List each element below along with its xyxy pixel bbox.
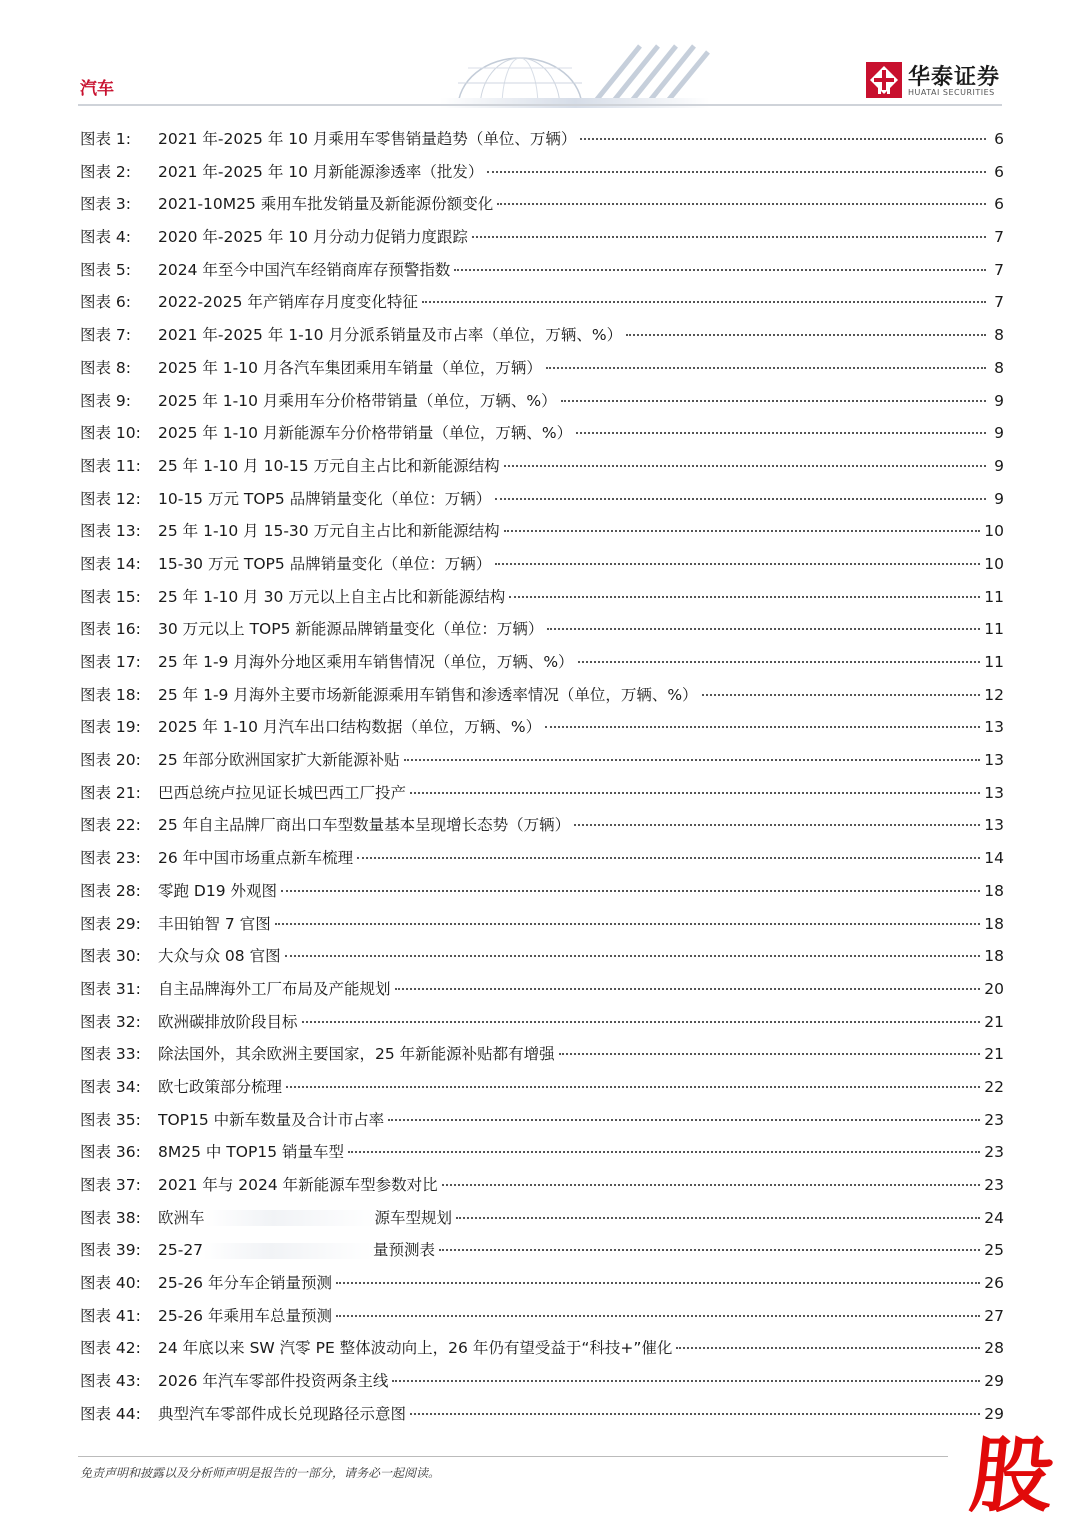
toc-leader-dots [495, 562, 980, 565]
toc-page-number: 26 [984, 1274, 1004, 1293]
toc-page-number: 7 [994, 228, 1004, 247]
toc-entry[interactable] [80, 813, 1004, 846]
toc-figure-title: 10-15 万元 TOP5 品牌销量变化（单位：万辆） [158, 489, 492, 508]
logo-chinese-name: 华泰证券 [908, 65, 1001, 90]
toc-entry[interactable] [80, 192, 1004, 225]
toc-figure-title: 2021 年与 2024 年新能源车型参数对比 [158, 1176, 438, 1194]
toc-leader-dots [454, 268, 986, 271]
toc-leader-dots [336, 1281, 980, 1284]
toc-figure-title: 除法国外，其余欧洲主要国家，25 年新能源补贴都有增强 [158, 1045, 555, 1064]
toc-figure-label: 图表 18: [80, 685, 141, 704]
toc-figure-title-tail: 量预测表 [373, 1241, 436, 1260]
toc-figure-title: 30 万元以上 TOP5 新能源品牌销量变化（单位：万辆） [158, 620, 544, 639]
toc-figure-label: 图表 42: [80, 1339, 141, 1358]
toc-figure-title-head: 25-27 [158, 1241, 204, 1260]
toc-figure-label: 图表 41: [80, 1306, 141, 1325]
toc-page-number: 8 [994, 358, 1004, 377]
section-tag: 汽车 [80, 79, 114, 99]
toc-figure-title-tail: 源车型规划 [374, 1208, 453, 1227]
toc-page-number: 11 [984, 653, 1004, 671]
toc-figure-title: 2025 年 1-10 月乘用车分价格带销量（单位，万辆、%） [158, 391, 557, 410]
toc-figure-label: 图表 19: [80, 718, 141, 737]
toc-leader-dots [456, 1216, 980, 1219]
toc-figure-label: 图表 22: [80, 816, 141, 835]
toc-figure-title: 2021 年-2025 年 1-10 月分派系销量及市占率（单位，万辆、%） [158, 326, 623, 345]
toc-entry[interactable] [80, 650, 1004, 683]
toc-figure-label: 图表 21: [80, 783, 141, 802]
toc-page-number: 29 [984, 1372, 1004, 1391]
toc-leader-dots [487, 170, 986, 173]
figure-index-list [80, 127, 1004, 1435]
toc-figure-title: 25 年 1-10 月 10-15 万元自主占比和新能源结构 [158, 456, 500, 475]
toc-entry[interactable] [80, 748, 1004, 781]
toc-leader-dots [302, 1020, 981, 1023]
toc-leader-dots [442, 1183, 981, 1186]
toc-page-number: 13 [984, 783, 1004, 802]
redaction-mask [203, 1243, 373, 1259]
toc-leader-dots [348, 1150, 980, 1153]
toc-figure-label: 图表 4: [80, 228, 132, 247]
toc-page-number: 13 [984, 718, 1004, 737]
toc-figure-label: 图表 5: [80, 260, 132, 279]
toc-figure-label: 图表 31: [80, 979, 141, 998]
toc-leader-dots [547, 627, 980, 630]
toc-figure-label: 图表 34: [80, 1077, 141, 1096]
toc-entry[interactable] [80, 323, 1004, 356]
toc-figure-title [158, 1238, 435, 1260]
toc-page-number: 22 [984, 1077, 1004, 1096]
toc-figure-label: 图表 20: [80, 751, 141, 770]
toc-leader-dots [576, 431, 986, 434]
toc-leader-dots [422, 300, 986, 303]
toc-page-number: 9 [994, 424, 1004, 443]
toc-page-number: 29 [984, 1404, 1004, 1423]
toc-figure-title: 欧洲碳排放阶段目标 [158, 1012, 298, 1031]
toc-figure-title: 典型汽车零部件成长兑现路径示意图 [158, 1404, 407, 1423]
toc-figure-label: 图表 1: [80, 130, 132, 148]
toc-page-number: 18 [984, 947, 1004, 966]
toc-page-number: 6 [994, 162, 1004, 181]
toc-leader-dots [626, 333, 986, 336]
globe-banner-icon [440, 38, 710, 108]
toc-figure-label: 图表 10: [80, 424, 141, 443]
toc-entry[interactable] [80, 1304, 1004, 1337]
toc-figure-label: 图表 8: [80, 358, 132, 377]
toc-figure-title: 25-26 年乘用车总量预测 [158, 1306, 332, 1325]
toc-figure-label: 图表 39: [80, 1241, 141, 1260]
toc-leader-dots [281, 889, 980, 892]
toc-entry[interactable] [80, 944, 1004, 977]
toc-figure-label: 图表 13: [80, 522, 141, 541]
toc-entry[interactable] [80, 1238, 1004, 1271]
toc-figure-label: 图表 12: [80, 489, 141, 508]
toc-entry[interactable] [80, 977, 1004, 1010]
toc-figure-title: 24 年底以来 SW 汽零 PE 整体波动向上，26 年仍有望受益于“科技+”催化 [158, 1339, 673, 1358]
page-header [0, 0, 1080, 110]
toc-figure-title: 2020 年-2025 年 10 月分动力促销力度跟踪 [158, 228, 468, 247]
toc-entry[interactable] [80, 127, 1004, 160]
toc-figure-label: 图表 33: [80, 1045, 141, 1064]
toc-figure-title: TOP15 中新车数量及合计市占率 [158, 1110, 385, 1129]
toc-leader-dots [285, 954, 981, 957]
toc-figure-title: 26 年中国市场重点新车梳理 [158, 849, 354, 868]
toc-figure-title: 25-26 年分车企销量预测 [158, 1274, 332, 1293]
toc-leader-dots [504, 464, 986, 467]
toc-figure-title: 2025 年 1-10 月各汽车集团乘用车销量（单位，万辆） [158, 358, 542, 377]
toc-figure-title: 零跑 D19 外观图 [158, 881, 278, 900]
toc-page-number: 11 [984, 587, 1004, 606]
toc-leader-dots [574, 823, 980, 826]
toc-page-number: 28 [984, 1339, 1004, 1358]
toc-page-number: 14 [984, 849, 1004, 868]
toc-page-number: 21 [984, 1012, 1004, 1031]
toc-figure-title: 25 年部分欧洲国家扩大新能源补贴 [158, 751, 400, 770]
toc-leader-dots [392, 1379, 980, 1382]
toc-entry[interactable] [80, 1010, 1004, 1043]
toc-figure-label: 图表 6: [80, 293, 132, 312]
toc-figure-label: 图表 38: [80, 1208, 141, 1227]
toc-figure-title: 2022-2025 年产销库存月度变化特征 [158, 293, 418, 312]
toc-leader-dots [702, 693, 981, 696]
toc-figure-label: 图表 15: [80, 587, 141, 606]
toc-entry[interactable] [80, 519, 1004, 552]
toc-entry[interactable] [80, 846, 1004, 879]
toc-entry[interactable] [80, 1369, 1004, 1402]
toc-entry[interactable] [80, 879, 1004, 912]
toc-page-number: 13 [984, 816, 1004, 835]
toc-entry[interactable] [80, 585, 1004, 618]
toc-page-number: 24 [984, 1208, 1004, 1227]
toc-page-number: 18 [984, 914, 1004, 933]
toc-entry[interactable] [80, 1206, 1004, 1239]
toc-entry[interactable] [80, 1402, 1004, 1435]
toc-leader-dots [578, 660, 981, 663]
toc-figure-title: 2026 年汽车零部件投资两条主线 [158, 1372, 389, 1391]
toc-figure-label: 图表 35: [80, 1110, 141, 1129]
toc-figure-title-head: 欧洲车 [158, 1208, 205, 1227]
toc-figure-label: 图表 37: [80, 1176, 141, 1194]
toc-figure-label: 图表 40: [80, 1274, 141, 1293]
toc-entry[interactable] [80, 683, 1004, 716]
toc-entry[interactable] [80, 715, 1004, 748]
toc-figure-title: 25 年自主品牌厂商出口车型数量基本呈现增长态势（万辆） [158, 816, 571, 835]
toc-leader-dots [495, 497, 986, 500]
toc-page-number: 10 [984, 522, 1004, 541]
toc-figure-title: 丰田铂智 7 官图 [158, 914, 271, 933]
header-divider [78, 104, 1002, 106]
toc-figure-label: 图表 14: [80, 554, 141, 573]
toc-page-number: 7 [994, 293, 1004, 312]
toc-figure-label: 图表 28: [80, 881, 141, 900]
disclaimer-text: 免责声明和披露以及分析师声明是报告的一部分，请务必一起阅读。 [80, 1466, 441, 1480]
toc-leader-dots [388, 1118, 980, 1121]
toc-entry[interactable] [80, 552, 1004, 585]
toc-leader-dots [336, 1314, 980, 1317]
toc-leader-dots [545, 725, 980, 728]
toc-leader-dots [395, 987, 981, 990]
toc-page-number: 6 [994, 130, 1004, 148]
toc-page-number: 21 [984, 1045, 1004, 1064]
toc-figure-label: 图表 36: [80, 1143, 141, 1162]
toc-figure-title: 大众与众 08 官图 [158, 947, 281, 966]
toc-leader-dots [497, 202, 986, 205]
toc-figure-title: 15-30 万元 TOP5 品牌销量变化（单位：万辆） [158, 554, 492, 573]
toc-entry[interactable] [80, 225, 1004, 258]
toc-page-number: 9 [994, 489, 1004, 508]
toc-leader-dots [561, 399, 986, 402]
toc-page-number: 25 [984, 1241, 1004, 1260]
toc-entry[interactable] [80, 1108, 1004, 1141]
toc-entry[interactable] [80, 912, 1004, 945]
toc-page-number: 23 [984, 1176, 1004, 1194]
toc-entry[interactable] [80, 1042, 1004, 1075]
toc-figure-title: 2025 年 1-10 月汽车出口结构数据（单位，万辆、%） [158, 718, 542, 737]
toc-figure-title [158, 1206, 452, 1228]
toc-figure-label: 图表 16: [80, 620, 141, 639]
toc-entry[interactable] [80, 1336, 1004, 1369]
toc-entry[interactable] [80, 781, 1004, 814]
toc-entry[interactable] [80, 454, 1004, 487]
toc-figure-label: 图表 44: [80, 1404, 141, 1423]
toc-leader-dots [275, 922, 981, 925]
toc-figure-label: 图表 3: [80, 195, 132, 214]
toc-figure-title: 2024 年至今中国汽车经销商库存预警指数 [158, 260, 451, 279]
toc-leader-dots [546, 366, 986, 369]
toc-leader-dots [676, 1346, 980, 1349]
toc-entry[interactable] [80, 1075, 1004, 1108]
toc-entry[interactable] [80, 421, 1004, 454]
toc-leader-dots [580, 137, 986, 140]
redaction-mask [205, 1210, 375, 1226]
toc-figure-label: 图表 2: [80, 162, 132, 181]
toc-figure-label: 图表 32: [80, 1012, 141, 1031]
toc-page-number: 13 [984, 751, 1004, 770]
toc-entry[interactable] [80, 617, 1004, 650]
toc-figure-label: 图表 29: [80, 914, 141, 933]
toc-page-number: 9 [994, 391, 1004, 410]
toc-figure-label: 图表 17: [80, 653, 141, 671]
toc-figure-title: 欧七政策部分梳理 [158, 1077, 283, 1096]
toc-figure-title: 2025 年 1-10 月新能源车分价格带销量（单位，万辆、%） [158, 424, 573, 443]
toc-page-number: 7 [994, 260, 1004, 279]
toc-entry[interactable] [80, 389, 1004, 422]
toc-leader-dots [439, 1248, 980, 1251]
toc-figure-title: 25 年 1-10 月 15-30 万元自主占比和新能源结构 [158, 522, 500, 541]
toc-page-number: 8 [994, 326, 1004, 345]
toc-leader-dots [357, 856, 980, 859]
toc-figure-title: 25 年 1-10 月 30 万元以上自主占比和新能源结构 [158, 587, 506, 606]
toc-figure-label: 图表 9: [80, 391, 132, 410]
toc-page-number: 6 [994, 195, 1004, 214]
toc-leader-dots [404, 758, 981, 761]
toc-figure-title: 自主品牌海外工厂布局及产能规划 [158, 979, 391, 998]
toc-figure-label: 图表 30: [80, 947, 141, 966]
toc-entry[interactable] [80, 160, 1004, 193]
toc-page-number: 10 [984, 554, 1004, 573]
toc-figure-label: 图表 7: [80, 326, 132, 345]
toc-leader-dots [509, 595, 980, 598]
toc-entry[interactable] [80, 1271, 1004, 1304]
toc-page-number: 18 [984, 881, 1004, 900]
toc-entry[interactable] [80, 290, 1004, 323]
toc-figure-label: 图表 11: [80, 456, 141, 475]
toc-page-number: 23 [984, 1110, 1004, 1129]
huatai-logo [866, 62, 1006, 100]
toc-page-number: 11 [984, 620, 1004, 639]
toc-figure-label: 图表 43: [80, 1372, 141, 1391]
huatai-logo-icon [866, 62, 902, 98]
toc-figure-title: 25 年 1-9 月海外分地区乘用车销售情况（单位，万辆、%） [158, 653, 574, 671]
toc-page-number: 12 [984, 685, 1004, 704]
footer-divider [78, 1456, 948, 1457]
toc-leader-dots [410, 791, 980, 794]
toc-leader-dots [559, 1052, 981, 1055]
toc-page-number: 9 [994, 456, 1004, 475]
toc-figure-title: 25 年 1-9 月海外主要市场新能源乘用车销售和渗透率情况（单位，万辆、%） [158, 685, 698, 704]
toc-figure-title: 8M25 中 TOP15 销量车型 [158, 1143, 344, 1162]
toc-entry[interactable] [80, 487, 1004, 520]
toc-leader-dots [472, 235, 986, 238]
toc-entry[interactable] [80, 1173, 1004, 1206]
toc-figure-title: 巴西总统卢拉见证长城巴西工厂投产 [158, 783, 407, 802]
toc-entry[interactable] [80, 356, 1004, 389]
toc-entry[interactable] [80, 258, 1004, 291]
toc-page-number: 23 [984, 1143, 1004, 1162]
toc-figure-title: 2021 年-2025 年 10 月新能源渗透率（批发） [158, 162, 484, 181]
toc-figure-title: 2021 年-2025 年 10 月乘用车零售销量趋势（单位、万辆） [158, 130, 577, 148]
toc-figure-label: 图表 23: [80, 849, 141, 868]
toc-leader-dots [410, 1412, 980, 1415]
toc-page-number: 27 [984, 1306, 1004, 1325]
toc-leader-dots [286, 1085, 980, 1088]
logo-english-name: HUATAI SECURITIES [908, 88, 995, 97]
toc-entry[interactable] [80, 1140, 1004, 1173]
stock-stamp: 股 [966, 1429, 1059, 1524]
toc-figure-title: 2021-10M25 乘用车批发销量及新能源份额变化 [158, 195, 494, 214]
toc-leader-dots [504, 529, 981, 532]
toc-page-number: 20 [984, 979, 1004, 998]
